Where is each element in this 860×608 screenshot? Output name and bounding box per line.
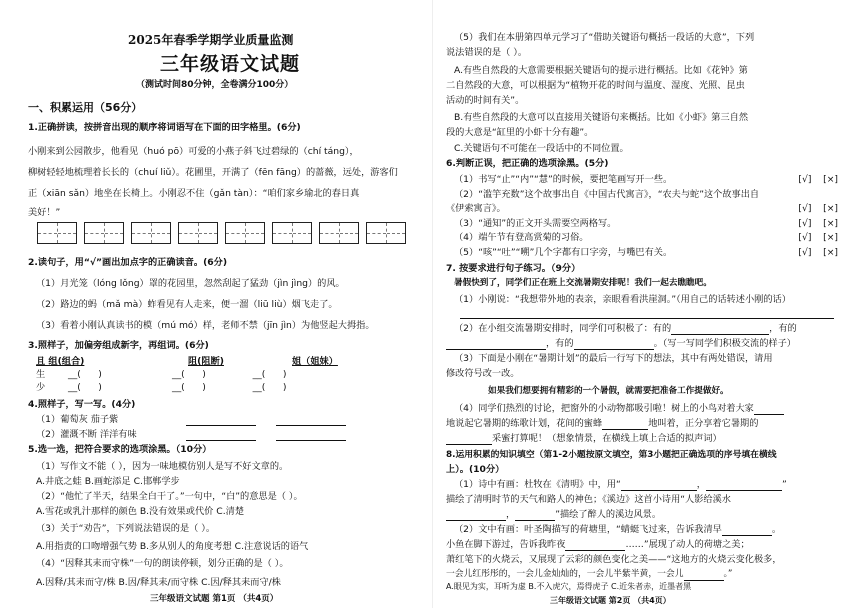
q5-options[interactable]: A.雪花或乳汁那样的颜色 B.没有效果或代价 C.清楚 bbox=[36, 506, 245, 517]
q1-passage-line: 美好！” bbox=[28, 207, 61, 218]
true-option[interactable]: [√] bbox=[798, 174, 812, 185]
q7-answer-blank[interactable] bbox=[446, 434, 492, 445]
q7-sub: （3）下面是小刚在“暑期计划”的最后一行写下的想法，其中有两处错误，请用 bbox=[454, 353, 773, 364]
true-false-options[interactable] bbox=[798, 203, 838, 215]
q4-answer-blank[interactable] bbox=[276, 429, 346, 441]
q7-answer-blank[interactable] bbox=[574, 339, 654, 350]
q8-answer-blank[interactable] bbox=[706, 480, 782, 491]
q7-text: 采蜜打算呢！（想象情景，在横线上填上合适的拟声词） bbox=[492, 433, 722, 444]
q8-text: ， bbox=[506, 509, 516, 520]
q3-prompt: 3.照样子，加偏旁组成新字，再组词。(6分) bbox=[28, 340, 209, 351]
q7-text: （4）同学们热烈的讨论，把窗外的小动物都吸引啦！树上的小鸟对着大家 bbox=[454, 403, 754, 414]
q5-option-text: 活动的时间有关”。 bbox=[446, 95, 525, 106]
false-option[interactable]: [×] bbox=[823, 247, 838, 258]
q7-prompt: 7. 按要求进行句子练习。（9分） bbox=[446, 263, 581, 274]
q5-sub: （3）关于“劝告”，下列说法错误的是（ ）。 bbox=[36, 523, 216, 534]
q6-item-text: （1）书写“止”“内”“慧”的时候，要把笔画写开一些。 bbox=[454, 174, 673, 185]
q8-text: （2）文中有画：叶圣陶描写的荷塘里，“蜻蜓飞过来，告诉我清早 bbox=[454, 524, 722, 535]
q4-answer-blank[interactable] bbox=[186, 429, 256, 441]
q5-sub: 说法错误的是（ ）。 bbox=[446, 47, 528, 58]
q7-answer-blank[interactable] bbox=[446, 339, 546, 350]
true-false-options[interactable] bbox=[798, 232, 838, 244]
q1-passage-line: 柳树轻轻地梳理着长长的（chuí liǔ）。花圃里，开满了（fēn fāng）的蔷薇，远处，游客们 bbox=[28, 167, 398, 178]
false-option[interactable]: [×] bbox=[823, 203, 838, 214]
true-option[interactable]: [√] bbox=[798, 232, 812, 243]
q6-item bbox=[454, 232, 838, 244]
q6-item-text: （5）“咳”“吐”“嗍”几个字都有口字旁，与嘴巴有关。 bbox=[454, 247, 673, 258]
q4-example: （1）葡萄灰 茄子紫 bbox=[36, 414, 119, 425]
q8-sub bbox=[454, 524, 781, 536]
q3-example: 阻(阻断) bbox=[188, 356, 224, 367]
q7-sub: （1）小刚说：“我想带外地的表亲，亲眼看看洪崖洞。”（用自己的话转述小刚的话） bbox=[454, 294, 791, 305]
q7-text: ，有的 bbox=[769, 323, 797, 334]
q7-sub bbox=[454, 403, 784, 415]
tianzige-box[interactable] bbox=[131, 222, 171, 244]
q6-item bbox=[446, 203, 838, 215]
q8-answer-blank[interactable] bbox=[684, 570, 724, 581]
q8-answer-blank[interactable] bbox=[565, 540, 625, 551]
q8-sub: 描绘了清明时节的天气和路人的神色；《溪边》这首小诗用“人影给溪水 bbox=[446, 494, 731, 505]
true-option[interactable]: [√] bbox=[798, 203, 812, 214]
q7-sub bbox=[446, 338, 796, 350]
q8-sub bbox=[446, 539, 750, 551]
false-option[interactable]: [×] bbox=[823, 218, 838, 229]
q6-prompt: 6.判断正误，把正确的选项涂黑。(5分) bbox=[446, 158, 609, 169]
q7-answer-blank[interactable] bbox=[602, 419, 648, 430]
q8-text: ”描绘了醉人的溪边风景。 bbox=[555, 509, 662, 520]
q4-answer-blank[interactable] bbox=[276, 414, 346, 426]
q8-text: ……”展现了动人的荷塘之美； bbox=[625, 539, 750, 550]
exam-title: 2025年春季学期学业质量监测 bbox=[128, 33, 294, 47]
q8-text: 一会儿红彤彤的，一会儿金灿灿的，一会儿半紫半黄，一会儿 bbox=[446, 569, 684, 579]
false-option[interactable]: [×] bbox=[823, 174, 838, 185]
q2-sentence: （2）路边的蚂（mǎ mà）蚱看见有人走来，便一溜（liū liù）烟飞走了。 bbox=[36, 299, 338, 310]
page-divider bbox=[432, 0, 433, 608]
q1-passage-line: 正（xiān sǎn）地坐在长椅上。小刚忍不住（gǎn tàn）：“咱们家乡瑜北的春日真 bbox=[28, 188, 360, 199]
q7-answer-line[interactable] bbox=[460, 306, 834, 319]
q7-sub bbox=[446, 418, 758, 430]
q3-example: 且 组(组合) bbox=[36, 356, 85, 367]
subject-title: 三年级语文试题 bbox=[160, 53, 301, 75]
false-option[interactable]: [×] bbox=[823, 232, 838, 243]
true-option[interactable]: [√] bbox=[798, 247, 812, 258]
tianzige-box[interactable] bbox=[37, 222, 77, 244]
q2-sentence: （3）看着小刚认真读书的模（mú mó）样，老师不禁（jīn jìn）为他竖起大拇指。 bbox=[36, 320, 375, 331]
q8-answer-blank[interactable] bbox=[621, 480, 697, 491]
q8-sub bbox=[446, 509, 661, 521]
q5-prompt: 5.选一选，把符合要求的选项涂黑。（10分） bbox=[28, 444, 212, 455]
q8-text: （1）诗中有画：杜牧在《清明》中，用“ bbox=[454, 479, 621, 490]
q3-answer-slots[interactable]: __( ) __( ) __( ) bbox=[68, 382, 287, 393]
q7-answer-blank[interactable] bbox=[754, 404, 784, 415]
true-option[interactable]: [√] bbox=[798, 218, 812, 229]
q5-sub: （2）“他忙了半天，结果全白干了。”一句中，“白”的意思是（ ）。 bbox=[36, 491, 303, 502]
q6-item-text: （2）“滥竽充数”这个故事出自《中国古代寓言》，“农夫与蛇”这个故事出自 bbox=[454, 189, 760, 200]
q6-item bbox=[454, 218, 838, 230]
q3-example: 姐（姐妹） bbox=[292, 356, 338, 367]
q2-prompt: 2.读句子，用“√”画出加点字的正确读音。(6分) bbox=[28, 257, 228, 268]
q8-answer-blank[interactable] bbox=[515, 510, 555, 521]
q6-item-text: （4）端午节有登高赏菊的习俗。 bbox=[454, 232, 589, 243]
true-false-options[interactable] bbox=[798, 247, 838, 259]
q6-item-text: 《伊索寓言》。 bbox=[446, 203, 506, 214]
q8-answer-blank[interactable] bbox=[722, 525, 772, 536]
q7-text: 。（写一写同学们积极交流的样子） bbox=[653, 338, 796, 349]
q7-sub bbox=[446, 433, 722, 445]
q2-sentence: （1）月光笼（lóng lǒng）罩的花园里，忽然刮起了猛劲（jìn jìng）的风。 bbox=[36, 278, 345, 289]
q8-prompt: 8.运用积累的知识填空（第1-2小题按原文填空，第3小题把正确选项的序号填在横线 bbox=[446, 450, 777, 460]
q6-item-text: （3）“通知”的正文开头需要空两格写。 bbox=[454, 218, 617, 229]
true-false-options[interactable] bbox=[798, 174, 838, 186]
tianzige-box[interactable] bbox=[319, 222, 359, 244]
q7-text: 地说起它暑期的练歌计划，花间的蜜蜂 bbox=[446, 418, 603, 429]
q5-sub: （4）“因释其耒而守株”一句的朗读停顿，划分正确的是（ ）。 bbox=[36, 558, 289, 569]
q6-item bbox=[454, 247, 838, 259]
tianzige-box[interactable] bbox=[84, 222, 124, 244]
q7-intro: 暑假快到了，同学们正在班上交流暑期安排呢！我们一起去瞧瞧吧。 bbox=[454, 278, 712, 288]
q5-option-a[interactable]: A.有些自然段的大意需要根据关键语句的提示进行概括。比如《花钟》第 bbox=[454, 65, 748, 76]
q8-text: 。 bbox=[771, 524, 782, 535]
q8-options[interactable]: A.眼见为实，耳听为虚 B.不入虎穴，焉得虎子 C.近朱者赤，近墨者黑 bbox=[446, 582, 692, 591]
q6-item bbox=[454, 174, 838, 186]
q8-text: 小鱼在脚下游过，告诉我昨夜 bbox=[446, 539, 566, 550]
tianzige-box[interactable] bbox=[272, 222, 312, 244]
q5-option-b[interactable]: B.有些自然段的大意可以直接用关键语句来概括。比如《小虾》第三自然 bbox=[454, 112, 749, 123]
q8-text: ， bbox=[696, 479, 706, 490]
q4-prompt: 4.照样子，写一写。(4分) bbox=[28, 399, 136, 410]
q5-option-text: 二自然段的大意，可以根据为“植物开花的时间与温度、湿度、光照、昆虫 bbox=[446, 80, 745, 91]
q1-prompt: 1.正确拼读，按拼音出现的顺序将词语写在下面的田字格里。(6分) bbox=[28, 122, 301, 133]
q7-quote: 如果我们想要拥有精彩的一个暑假，就需要把准备工作提做好。 bbox=[488, 386, 729, 396]
q7-text: 地叫着，正分享着它暑期的 bbox=[648, 418, 759, 429]
true-false-options[interactable] bbox=[798, 218, 838, 230]
section-1-heading: 一、积累运用（56分） bbox=[28, 101, 143, 114]
q8-answer-blank[interactable] bbox=[446, 510, 506, 521]
q5-sub: （5）我们在本册第四单元学习了“借助关键语句概括一段话的大意”，下列 bbox=[454, 32, 755, 43]
q7-text: ，有的 bbox=[546, 338, 574, 349]
q4-answer-blank[interactable] bbox=[186, 414, 256, 426]
q8-sub: 萧红笔下的火烧云，又展现了云彩的颜色变化之美——“这地方的火烧云变化极多， bbox=[446, 554, 782, 565]
q4-example: （2）灌溉不断 洋洋有味 bbox=[36, 429, 137, 440]
q7-text: （2）在小组交流暑期安排时，同学们可积极了：有的 bbox=[454, 323, 672, 334]
q8-prompt: 上）。(10分） bbox=[446, 464, 505, 475]
tianzige-box[interactable] bbox=[366, 222, 406, 244]
tianzige-box[interactable] bbox=[225, 222, 265, 244]
q3-row-char: 少 bbox=[36, 382, 46, 393]
page-footer: 三年级语文试题 第2页 （共4页） bbox=[550, 596, 671, 605]
q5-sub: （1）写作文不能（ ），因为一味地模仿别人是写不好文章的。 bbox=[36, 461, 289, 472]
tianzige-box[interactable] bbox=[178, 222, 218, 244]
q7-sub bbox=[454, 323, 797, 335]
q8-text: ” bbox=[781, 479, 787, 490]
q5-options[interactable]: A.因释/其耒而守/株 B.因/释其耒/而守株 C.因/释其耒而守/株 bbox=[36, 577, 281, 588]
q3-row-char: 生 bbox=[36, 369, 46, 380]
q1-passage-line: 小刚来到公园散步，他看见（huó pō）可爱的小燕子斜飞过碧绿的（chí táng）， bbox=[28, 146, 359, 157]
q5-options[interactable]: A.井底之蛙 B.画蛇添足 C.邯郸学步 bbox=[36, 476, 180, 487]
q5-option-text: 段的大意是“缸里的小虾十分有趣”。 bbox=[446, 127, 594, 138]
q8-sub bbox=[454, 479, 787, 491]
q6-item bbox=[454, 189, 838, 201]
q7-answer-blank[interactable] bbox=[671, 324, 769, 335]
q7-sub: 修改符号改一改。 bbox=[446, 368, 520, 379]
q8-sub bbox=[446, 569, 733, 581]
page-footer: 三年级语文试题 第1页 （共4页） bbox=[150, 594, 279, 604]
q3-answer-slots[interactable]: __( ) __( ) __( ) bbox=[68, 369, 287, 380]
tianzige-grid bbox=[37, 222, 406, 244]
exam-info: （测试时间80分钟，全卷满分100分） bbox=[136, 80, 294, 90]
q5-option-c[interactable]: C.关键语句不可能在一段话中的不同位置。 bbox=[454, 143, 629, 154]
q5-options[interactable]: A.用指责的口吻增强气势 B.多从别人的角度考想 C.注意说话的语气 bbox=[36, 541, 309, 552]
q8-text: 。” bbox=[723, 569, 733, 579]
